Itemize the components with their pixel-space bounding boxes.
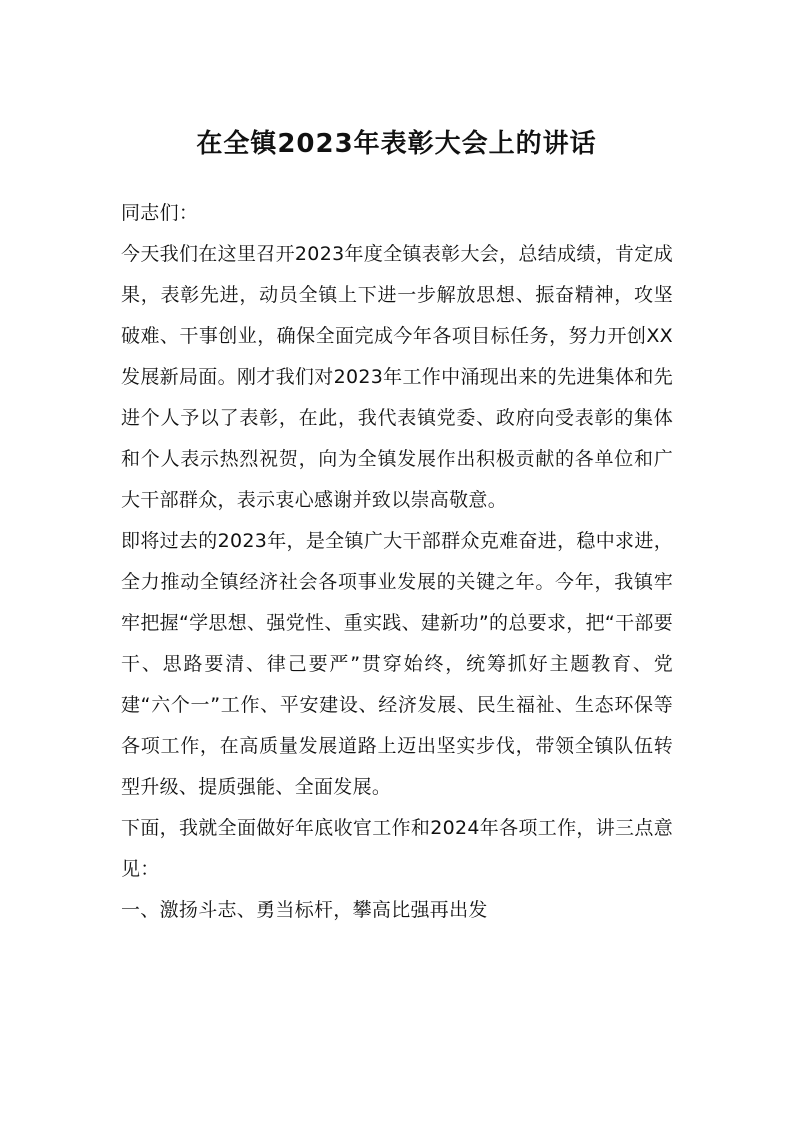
- document-title: 在全镇2023年表彰大会上的讲话: [196, 129, 597, 159]
- paragraph-opening: 今天我们在这里召开2023年度全镇表彰大会，总结成绩，肯定成果，表彰先进，动员全镇上下进一步解放思想、振奋精神，攻坚破难、干事创业，确保全面完成今年各项目标任务，努力开创XX发展新局面。刚才我们对2023年工作中涌现出来的先进集体和先进个人予以了表彰，在此，我代表镇党委、政府向受表彰的集体和个人表示热烈祝贺，向为全镇发展作出积极贡献的各单位和广大干部群众，表示衷心感谢并致以崇高敬意。: [121, 243, 673, 511]
- paragraph-review: 即将过去的2023年，是全镇广大干部群众克难奋进，稳中求进，全力推动全镇经济社会各项事业发展的关键之年。今年，我镇牢牢把握“学思想、强党性、重实践、建新功”的总要求，把“干部要干、思路要清、律己要严”贯穿始终，统筹抓好主题教育、党建“六个一”工作、平安建设、经济发展、民生福祉、生态环保等各项工作，在高质量发展道路上迈出坚实步伐，带领全镇队伍转型升级、提质强能、全面发展。: [121, 530, 673, 798]
- salutation: 同志们：: [121, 202, 199, 224]
- section-heading-1: 一、激扬斗志、勇当标杆，攀高比强再出发: [121, 899, 488, 921]
- paragraph-transition: 下面，我就全面做好年底收官工作和2024年各项工作，讲三点意见：: [121, 817, 673, 880]
- document-body: [121, 193, 673, 931]
